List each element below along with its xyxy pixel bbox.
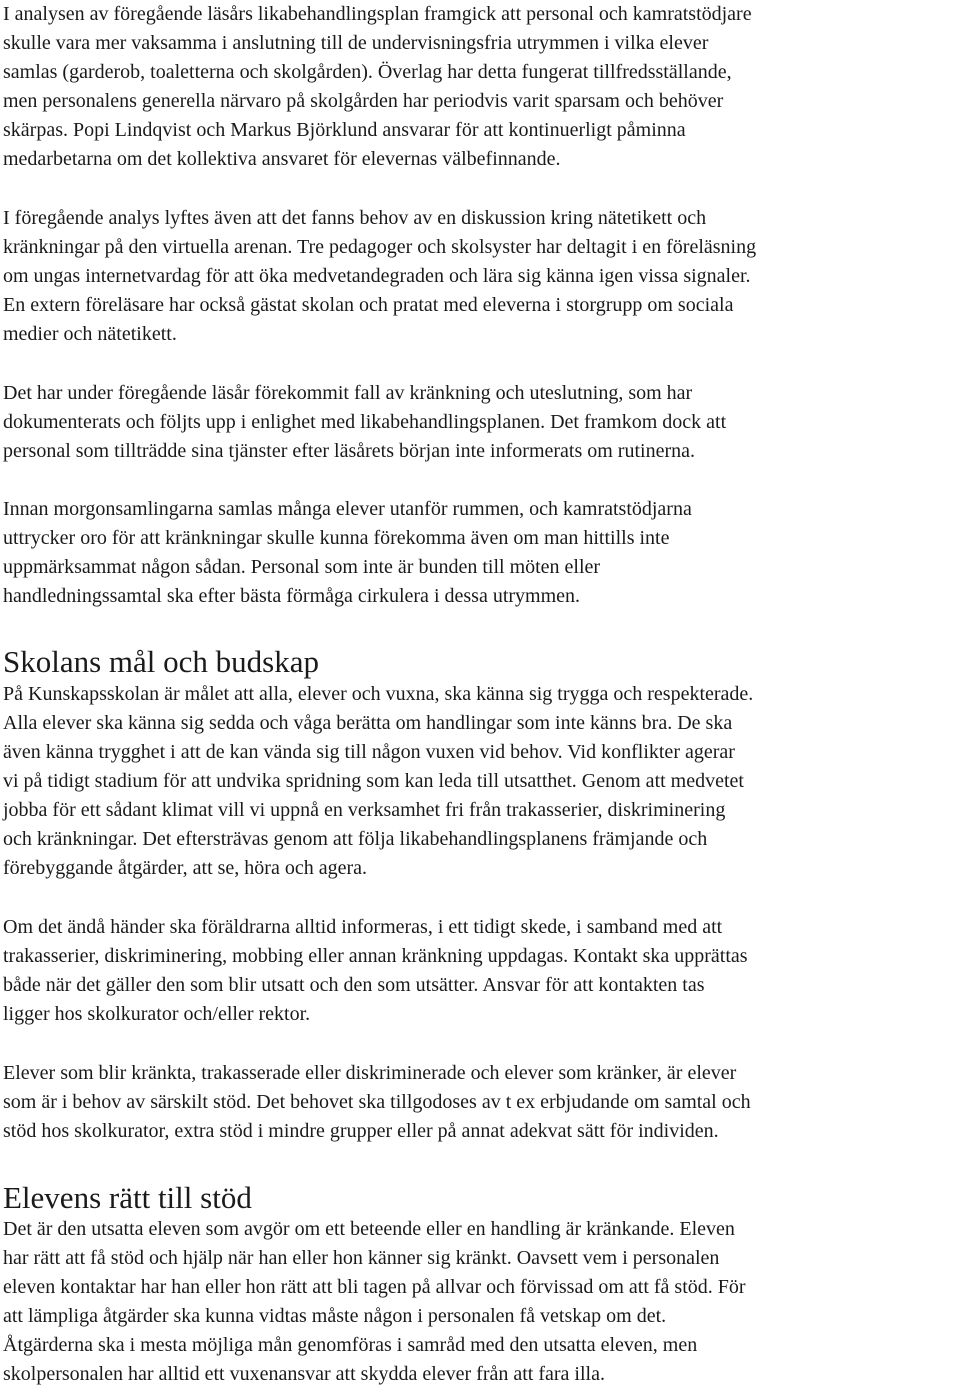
text-line: uppmärksammat någon sådan. Personal som inte är bunden till möten eller <box>3 556 601 578</box>
text-line: även känna trygghet i att de kan vända sig till någon vuxen vid behov. Vid konflikter agerar <box>3 741 735 763</box>
text-line: jobba för ett sådant klimat vill vi uppnå en verksamhet fri från trakasserier, diskriminering <box>3 799 726 821</box>
text-line: kränkningar på den virtuella arenan. Tre pedagoger och skolsyster har deltagit i en föreläsning <box>3 236 757 258</box>
text-line: förebyggande åtgärder, att se, höra och agera. <box>3 857 368 879</box>
text-line: stöd hos skolkurator, extra stöd i mindre grupper eller på annat adekvat sätt för individen. <box>3 1120 719 1142</box>
text-line: vi på tidigt stadium för att undvika spridning som kan leda till utsatthet. Genom att medvetet <box>3 770 744 792</box>
paragraph-incidents <box>3 379 726 466</box>
text-line: Alla elever ska känna sig sedda och våga berätta om handlingar som inte känns bra. De ska <box>3 712 733 734</box>
text-line: Åtgärderna ska i mesta möjliga mån genomföras i samråd med den utsatta eleven, men <box>3 1334 698 1356</box>
paragraph-student-rights <box>3 1215 746 1389</box>
text-line: samlas (garderob, toaletterna och skolgården). Överlag har detta fungerat tillfredsställande, <box>3 61 732 83</box>
text-line: att lämpliga åtgärder ska kunna vidtas måste någon i personalen få vetskap om det. <box>3 1305 667 1327</box>
text-line: om ungas internetvardag för att öka medvetandegraden och lära sig känna igen vissa signaler. <box>3 265 751 287</box>
text-line: har rätt att få stöd och hjälp när han eller hon känner sig kränkt. Oavsett vem i personalen <box>3 1247 720 1269</box>
text-line: På Kunskapsskolan är målet att alla, elever och vuxna, ska känna sig trygga och respekterade. <box>3 683 754 705</box>
text-line: som är i behov av särskilt stöd. Det behovet ska tillgodoses av t ex erbjudande om samtal och <box>3 1091 751 1113</box>
paragraph-goals <box>3 680 753 883</box>
text-line: personal som tillträdde sina tjänster efter läsårets början inte informerats om rutinerna. <box>3 440 695 462</box>
text-line: Elever som blir kränkta, trakasserade eller diskriminerade och elever som kränker, är elever <box>3 1062 737 1084</box>
section-heading-goals: Skolans mål och budskap <box>3 644 319 679</box>
paragraph-special-support <box>3 1059 751 1146</box>
section-heading-student-rights: Elevens rätt till stöd <box>3 1180 252 1215</box>
text-line: medier och nätetikett. <box>3 323 177 345</box>
text-line: En extern föreläsare har också gästat skolan och pratat med eleverna i storgrupp om sociala <box>3 294 734 316</box>
text-line: I analysen av föregående läsårs likabehandlingsplan framgick att personal och kamratstödjare <box>3 3 752 25</box>
text-line: och kränkningar. Det eftersträvas genom att följa likabehandlingsplanens främjande och <box>3 828 708 850</box>
text-line: eleven kontaktar har han eller hon rätt att bli tagen på allvar och förvissad om att få stöd. För <box>3 1276 746 1298</box>
text-line: trakasserier, diskriminering, mobbing eller annan kränkning uppdagas. Kontakt ska upprättas <box>3 945 748 967</box>
text-line: handledningssamtal ska efter bästa förmåga cirkulera i dessa utrymmen. <box>3 585 581 607</box>
text-line: både när det gäller den som blir utsatt och den som utsätter. Ansvar för att kontakten tas <box>3 974 705 996</box>
paragraph-netiquette <box>3 204 756 349</box>
text-line: skärpas. Popi Lindqvist och Markus Björklund ansvarar för att kontinuerligt påminna <box>3 119 686 141</box>
text-line: Om det ändå händer ska föräldrarna alltid informeras, i ett tidigt skede, i samband med att <box>3 916 723 938</box>
paragraph-morning-gatherings <box>3 495 692 611</box>
text-line: uttrycker oro för att kränkningar skulle kunna förekomma även om man hittills inte <box>3 527 670 549</box>
text-line: Det är den utsatta eleven som avgör om ett beteende eller en handling är kränkande. Eleven <box>3 1218 735 1240</box>
text-line: Det har under föregående läsår förekommit fall av kränkning och uteslutning, som har <box>3 382 693 404</box>
text-line: I föregående analys lyftes även att det fanns behov av en diskussion kring nätetikett och <box>3 207 707 229</box>
text-line: ligger hos skolkurator och/eller rektor. <box>3 1003 311 1025</box>
paragraph-analysis-supervision <box>3 0 752 174</box>
text-line: skulle vara mer vaksamma i anslutning till de undervisningsfria utrymmen i vilka elever <box>3 32 709 54</box>
text-line: medarbetarna om det kollektiva ansvaret för elevernas välbefinnande. <box>3 148 561 170</box>
text-line: Innan morgonsamlingarna samlas många elever utanför rummen, och kamratstödjarna <box>3 498 692 520</box>
text-line: skolpersonalen har alltid ett vuxenansvar att skydda elever från att fara illa. <box>3 1363 605 1385</box>
text-line: dokumenterats och följts upp i enlighet med likabehandlingsplanen. Det framkom dock att <box>3 411 727 433</box>
paragraph-parents-informed <box>3 913 748 1029</box>
text-line: men personalens generella närvaro på skolgården har periodvis varit sparsam och behöver <box>3 90 724 112</box>
